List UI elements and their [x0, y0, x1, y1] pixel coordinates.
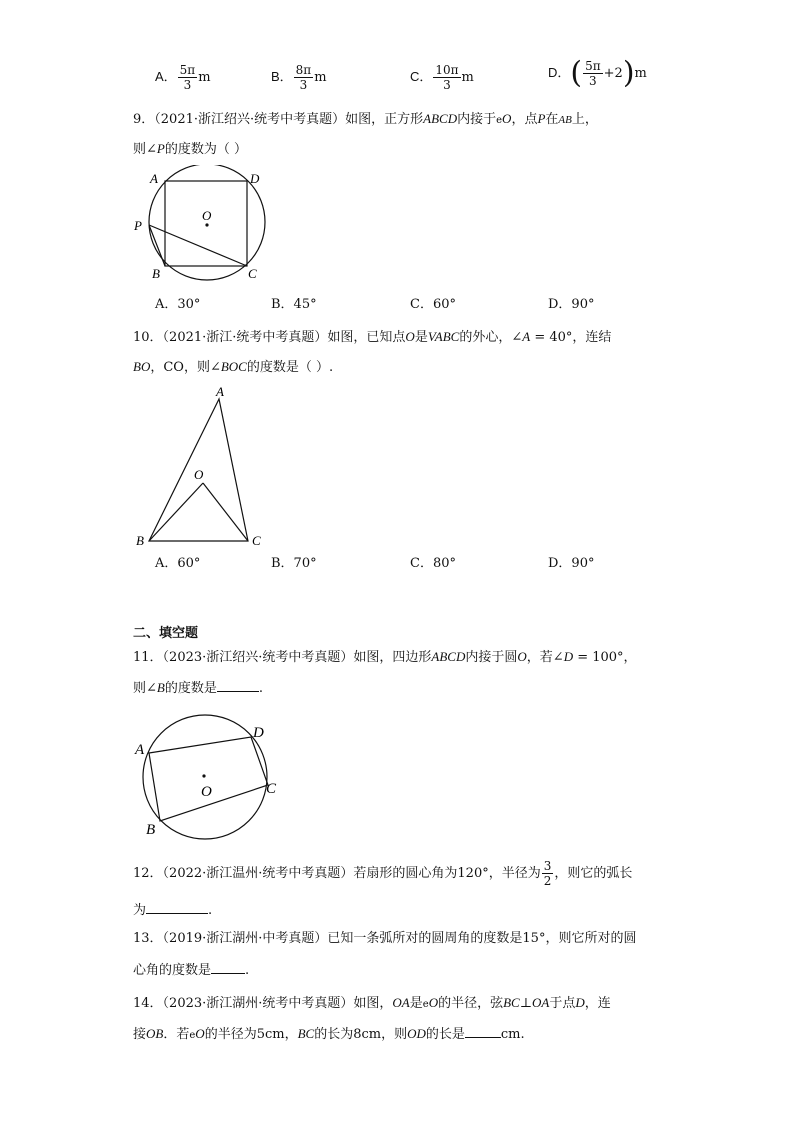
q9-option-a[interactable]: A．30°: [155, 297, 201, 312]
q9-number: 9．: [133, 112, 155, 127]
q9-option-d[interactable]: D．90°: [548, 297, 595, 312]
q11-label-d: D: [253, 725, 264, 741]
q9-figure: [130, 165, 280, 285]
q12-line2: 为 .: [133, 899, 212, 921]
q8-option-b[interactable]: [271, 63, 327, 92]
option-letter: B．: [271, 69, 293, 84]
q11-line2: 则∠B的度数是 .: [133, 677, 263, 699]
q11-line1: 11．（2023·浙江绍兴·统考中考真题）如图，四边形ABCD内接于圆O，若∠D = 100°，: [133, 649, 637, 665]
fraction: $\frac{8\pi}{3}$: [295, 63, 312, 92]
q9-option-b[interactable]: B．45°: [271, 297, 317, 312]
q11-label-a: A: [135, 742, 145, 758]
option-letter: C．: [410, 69, 433, 84]
q14-line2: 接OB．若eO的半径为5cm，BC的长为8cm，则OD的长是 cm.: [133, 1023, 525, 1046]
q9-label-b: B: [152, 266, 160, 281]
q13-number: 13．: [133, 931, 163, 946]
q9-options: [155, 295, 655, 315]
q9-label-a: A: [150, 171, 158, 186]
q9-square: [165, 181, 247, 266]
q10-line2: BO，CO，则∠BOC的度数是（ ）.: [133, 359, 334, 375]
option-letter: D．: [548, 65, 571, 80]
q11-quadrilateral: [149, 737, 268, 821]
option-letter: A．: [155, 69, 177, 84]
unit: m: [314, 70, 327, 85]
q10-figure: [130, 383, 280, 551]
q12-number: 12．: [133, 866, 163, 881]
q11-center-dot: [202, 774, 205, 777]
q12-source: （2022·浙江温州·统考中考真题）: [162, 866, 354, 881]
fraction: $\frac{10\pi}{3}$: [435, 63, 459, 92]
q8-options: [155, 55, 655, 103]
q9-label-d: D: [250, 171, 260, 186]
arc-ab: AB: [558, 114, 572, 126]
q9-line2: 则∠P的度数为（ ）: [133, 141, 247, 157]
answer-blank[interactable]: [465, 1023, 501, 1038]
left-paren: (: [570, 55, 583, 91]
q10-options: [155, 554, 655, 574]
q10-label-c: C: [252, 533, 261, 548]
q10-label-o: O: [194, 467, 204, 482]
q11-figure: [130, 712, 290, 844]
q10-option-a[interactable]: A．60°: [155, 556, 201, 571]
answer-blank[interactable]: [146, 899, 208, 914]
fraction: $\frac{3}{2}$: [543, 859, 552, 888]
q14-source: （2023·浙江湖州·统考中考真题）: [162, 996, 354, 1011]
q8-option-d[interactable]: [548, 55, 647, 91]
q10-line1: 10．（2021·浙江·统考中考真题）如图，已知点O是VABC的外心，∠A = 40°，连结: [133, 329, 612, 345]
right-paren: ): [622, 55, 635, 91]
q9-option-c[interactable]: C．60°: [410, 297, 456, 312]
unit: m: [634, 66, 647, 81]
q14-number: 14．: [133, 996, 163, 1011]
q8-option-c[interactable]: [410, 63, 474, 92]
q13-line2: 心角的度数是 .: [133, 959, 249, 981]
q9-center-dot: [205, 223, 208, 226]
answer-blank[interactable]: [211, 959, 245, 974]
q10-segment-bo: [149, 483, 203, 541]
q8-option-a[interactable]: [155, 63, 211, 92]
q10-option-d[interactable]: D．90°: [548, 556, 595, 571]
q14-line1: 14．（2023·浙江湖州·统考中考真题）如图，OA是eO的半径，弦BC⊥OA于点D，连: [133, 995, 611, 1011]
plus-term: +2: [603, 66, 623, 81]
section-title: 二、填空题: [133, 625, 199, 640]
q12-line1: 12．（2022·浙江温州·统考中考真题）若扇形的圆心角为120°，半径为 $\frac{3}{2}$ ，则它的弧长: [133, 859, 633, 888]
q10-source: （2021·浙江·统考中考真题）: [162, 330, 328, 345]
unit: m: [198, 70, 211, 85]
q13-source: （2019·浙江湖州·中考真题）: [162, 931, 328, 946]
q10-label-a: A: [216, 384, 224, 399]
answer-blank[interactable]: [217, 677, 259, 692]
q10-segment-co: [203, 483, 248, 541]
q10-number: 10．: [133, 330, 163, 345]
q11-label-b: B: [146, 822, 156, 838]
q10-option-b[interactable]: B．70°: [271, 556, 317, 571]
q11-number: 11．: [133, 650, 163, 665]
fraction: $\frac{5\pi}{3}$: [179, 63, 196, 92]
fraction: $\frac{5\pi}{3}$: [585, 59, 601, 88]
q10-option-c[interactable]: C．80°: [410, 556, 456, 571]
q11-label-o: O: [201, 784, 212, 800]
q13-line1: 13．（2019·浙江湖州·中考真题）已知一条弧所对的圆周角的度数是15°，则它所对的圆: [133, 931, 637, 946]
q9-line1: 9．（2021·浙江绍兴·统考中考真题）如图，正方形ABCD内接于eO，点P在AB上，: [133, 111, 598, 127]
q9-label-p: P: [134, 218, 142, 233]
q9-label-o: O: [202, 208, 212, 223]
q11-source: （2023·浙江绍兴·统考中考真题）: [162, 650, 354, 665]
q10-label-b: B: [136, 533, 144, 548]
q11-label-c: C: [266, 781, 277, 797]
unit: m: [461, 70, 474, 85]
q9-source: （2021·浙江绍兴·统考中考真题）: [154, 112, 346, 127]
q9-label-c: C: [248, 266, 257, 281]
